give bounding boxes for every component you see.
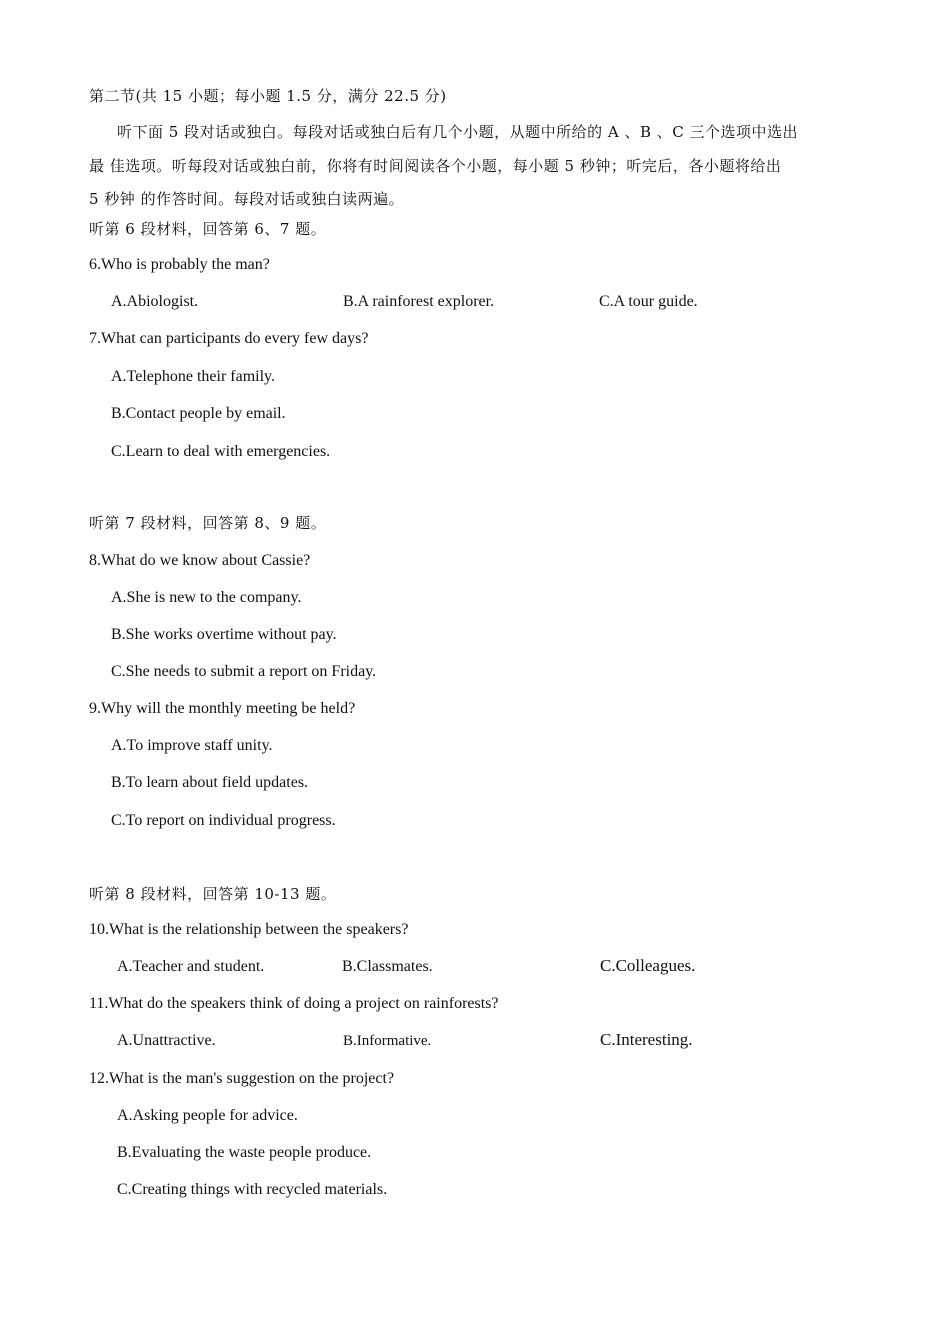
instructions-line-2: 最 佳选项。听每段对话或独白前，你将有时间阅读各个小题，每小题 5 秒钟；听完后，各小题将给出 (89, 157, 782, 175)
option-c[interactable]: C.A tour guide. (599, 293, 698, 310)
option-b[interactable]: B.Informative. (343, 1033, 432, 1049)
option-b[interactable]: B.Contact people by email. (111, 405, 286, 422)
option-b[interactable]: B.A rainforest explorer. (343, 293, 495, 310)
instructions-line-3: 5 秒钟 的作答时间。每段对话或独白读两遍。 (89, 190, 405, 208)
option-a[interactable]: A.To improve staff unity. (111, 737, 273, 754)
section-heading: 第二节(共 15 小题；每小题 1.5 分，满分 22.5 分) (89, 87, 447, 105)
option-c[interactable]: C.Colleagues. (600, 956, 696, 975)
option-c[interactable]: C.She needs to submit a report on Friday. (111, 663, 377, 680)
question-stem: 9.Why will the monthly meeting be held? (89, 700, 356, 717)
option-b[interactable]: B.Evaluating the waste people produce. (117, 1144, 372, 1161)
question-stem: 11.What do the speakers think of doing a project on rainforests? (89, 995, 499, 1012)
option-a[interactable]: A.Telephone their family. (111, 368, 276, 385)
option-a[interactable]: A.She is new to the company. (111, 589, 302, 606)
question-stem: 7.What can participants do every few days? (89, 330, 369, 347)
option-b[interactable]: B.To learn about field updates. (111, 774, 309, 791)
option-a[interactable]: A.Teacher and student. (117, 958, 265, 975)
option-c[interactable]: C.Interesting. (600, 1030, 693, 1049)
option-a[interactable]: A.Asking people for advice. (117, 1107, 298, 1124)
group-label: 听第 6 段材料，回答第 6、7 题。 (89, 220, 327, 238)
option-a[interactable]: A.Unattractive. (117, 1032, 216, 1049)
group-label: 听第 7 段材料，回答第 8、9 题。 (89, 514, 327, 532)
option-b[interactable]: B.She works overtime without pay. (111, 626, 337, 643)
question-stem: 10.What is the relationship between the speakers? (89, 921, 409, 938)
option-c[interactable]: C.Creating things with recycled materials. (117, 1181, 388, 1198)
option-c[interactable]: C.To report on individual progress. (111, 812, 336, 829)
question-stem: 12.What is the man's suggestion on the project? (89, 1070, 395, 1087)
instructions-line-1: 听下面 5 段对话或独白。每段对话或独白后有几个小题，从题中所给的 A 、B 、C 三个选项中选出 (117, 123, 798, 141)
option-b[interactable]: B.Classmates. (342, 958, 433, 975)
question-stem: 8.What do we know about Cassie? (89, 552, 311, 569)
option-c[interactable]: C.Learn to deal with emergencies. (111, 443, 331, 460)
group-label: 听第 8 段材料，回答第 10-13 题。 (89, 885, 337, 903)
option-a[interactable]: A.Abiologist. (111, 293, 199, 310)
question-stem: 6.Who is probably the man? (89, 256, 270, 273)
